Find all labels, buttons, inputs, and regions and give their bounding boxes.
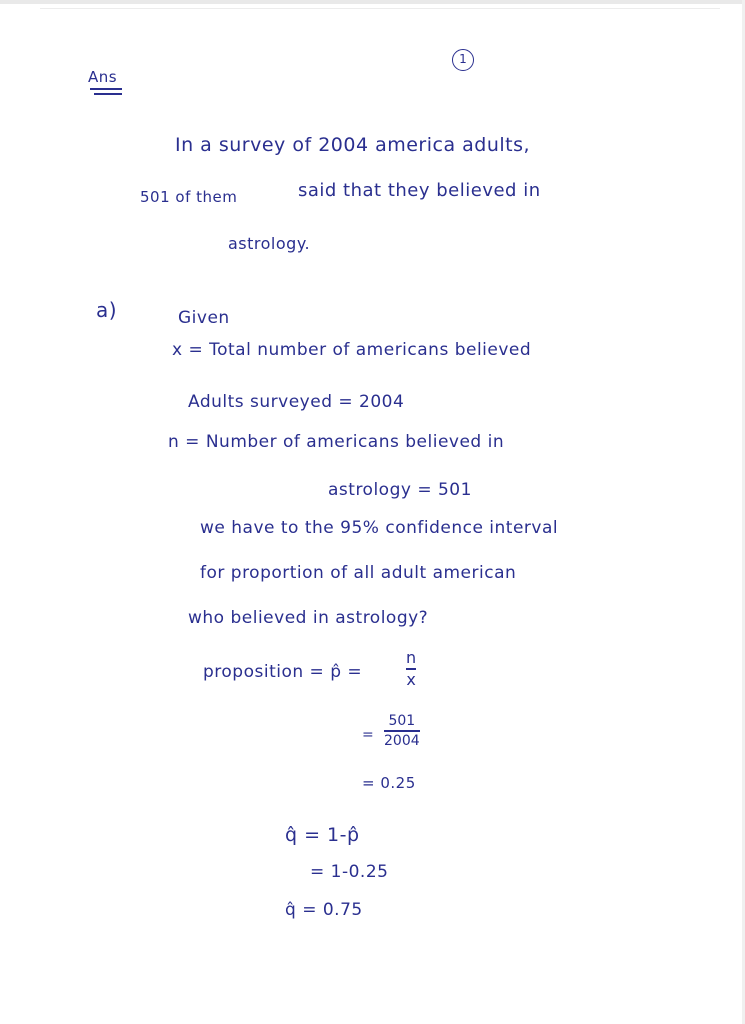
equation-1-numerator: 501	[388, 713, 416, 729]
n-definition-cont: astrology = 501	[328, 480, 472, 500]
scan-top-line	[40, 8, 720, 9]
adults-surveyed: Adults surveyed = 2004	[188, 392, 405, 412]
intro-line-1: In a survey of 2004 america adults,	[175, 134, 531, 156]
equation-1-denominator: 2004	[384, 732, 420, 749]
n-definition: n = Number of americans believed in	[168, 432, 505, 452]
page-number: 1	[452, 49, 474, 71]
proportion-fraction	[406, 650, 416, 688]
q-hat-line-3: q̂ = 0.75	[285, 900, 363, 920]
heading-underline-1	[90, 88, 122, 90]
fraction-bar	[384, 730, 420, 732]
answer-heading: Ans	[88, 68, 118, 86]
equation-1-fraction	[384, 714, 420, 748]
given-label: Given	[178, 308, 230, 328]
task-line-1: we have to the 95% confidence interval	[200, 518, 559, 538]
intro-line-2-b: said that they believed in	[298, 180, 541, 201]
heading-underline-2	[94, 93, 122, 95]
proportion-numerator: n	[406, 648, 417, 667]
task-line-2: for proportion of all adult american	[200, 563, 517, 583]
proportion-denominator: x	[406, 669, 416, 689]
intro-line-2-a: 501 of them	[140, 188, 238, 206]
proportion-label: proposition = p̂ =	[203, 662, 363, 682]
x-definition: x = Total number of americans believed	[172, 340, 532, 360]
equation-2: = 0.25	[362, 774, 416, 792]
q-hat-line-1: q̂ = 1-p̂	[285, 824, 360, 846]
equation-1-sign: =	[362, 727, 375, 743]
intro-line-3: astrology.	[228, 234, 311, 253]
part-a-label: a)	[96, 298, 118, 322]
scan-top-edge	[0, 0, 745, 4]
q-hat-line-2: = 1-0.25	[310, 862, 389, 882]
task-line-3: who believed in astrology?	[188, 608, 429, 628]
